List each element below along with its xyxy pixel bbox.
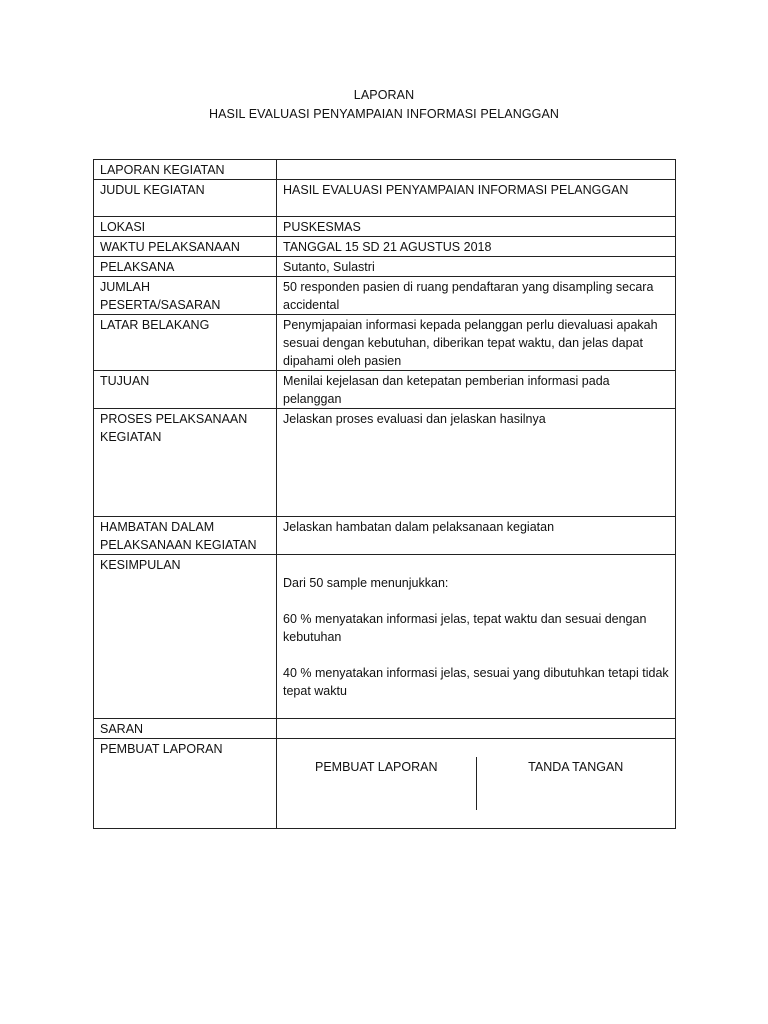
table-row <box>94 217 676 237</box>
row-value: Sutanto, Sulastri <box>277 257 676 277</box>
row-value <box>277 719 676 739</box>
table-row <box>94 409 676 517</box>
table-row <box>94 160 676 180</box>
conclusion-line: 60 % menyatakan informasi jelas, tepat waktu dan sesuai dengan kebutuhan <box>283 612 647 644</box>
row-value: HASIL EVALUASI PENYAMPAIAN INFORMASI PELANGGAN <box>277 180 676 217</box>
report-table <box>93 159 676 829</box>
table-row <box>94 315 676 371</box>
conclusion-line: Dari 50 sample menunjukkan: <box>283 576 449 590</box>
row-label: LOKASI <box>94 217 277 237</box>
signature-block <box>277 739 676 829</box>
report-subtitle: HASIL EVALUASI PENYAMPAIAN INFORMASI PELANGGAN <box>208 107 560 121</box>
row-value <box>277 555 676 719</box>
row-value: Jelaskan proses evaluasi dan jelaskan hasilnya <box>277 409 676 517</box>
table-row <box>94 739 676 829</box>
signature-col-sign: TANDA TANGAN <box>528 760 624 774</box>
row-value: TANGGAL 15 SD 21 AGUSTUS 2018 <box>277 237 676 257</box>
table-row <box>94 257 676 277</box>
signature-table <box>277 757 675 810</box>
table-row <box>94 555 676 719</box>
table-row <box>94 277 676 315</box>
row-label: KESIMPULAN <box>94 555 277 719</box>
row-value: Jelaskan hambatan dalam pelaksanaan kegiatan <box>277 517 676 555</box>
table-row <box>94 371 676 409</box>
signature-col-author: PEMBUAT LAPORAN <box>277 757 476 810</box>
row-value: PUSKESMAS <box>277 217 676 237</box>
row-label: TUJUAN <box>94 371 277 409</box>
row-label: JUMLAH PESERTA/SASARAN <box>94 277 277 315</box>
row-label: JUDUL KEGIATAN <box>94 180 277 217</box>
report-title: LAPORAN <box>353 88 415 102</box>
conclusion-line: 40 % menyatakan informasi jelas, sesuai yang dibutuhkan tetapi tidak tepat waktu <box>283 666 669 698</box>
row-value: Penymjapaian informasi kepada pelanggan perlu dievaluasi apakah sesuai dengan kebutuhan, diberikan tepat waktu, dan jelas dapat dipahami oleh pasien <box>277 315 676 371</box>
signature-row <box>277 757 675 810</box>
row-value: 50 responden pasien di ruang pendaftaran yang disampling secara accidental <box>277 277 676 315</box>
row-value <box>277 160 676 180</box>
row-label: LAPORAN KEGIATAN <box>94 160 277 180</box>
row-label: PROSES PELAKSANAAN KEGIATAN <box>94 409 277 517</box>
row-value: Menilai kejelasan dan ketepatan pemberian informasi pada pelanggan <box>277 371 676 409</box>
table-row <box>94 180 676 217</box>
row-label: LATAR BELAKANG <box>94 315 277 371</box>
row-label: PEMBUAT LAPORAN <box>94 739 277 829</box>
row-label: SARAN <box>94 719 277 739</box>
table-row <box>94 237 676 257</box>
row-label: WAKTU PELAKSANAAN <box>94 237 277 257</box>
row-label: HAMBATAN DALAM PELAKSANAAN KEGIATAN <box>94 517 277 555</box>
row-label: PELAKSANA <box>94 257 277 277</box>
table-row <box>94 517 676 555</box>
table-row <box>94 719 676 739</box>
